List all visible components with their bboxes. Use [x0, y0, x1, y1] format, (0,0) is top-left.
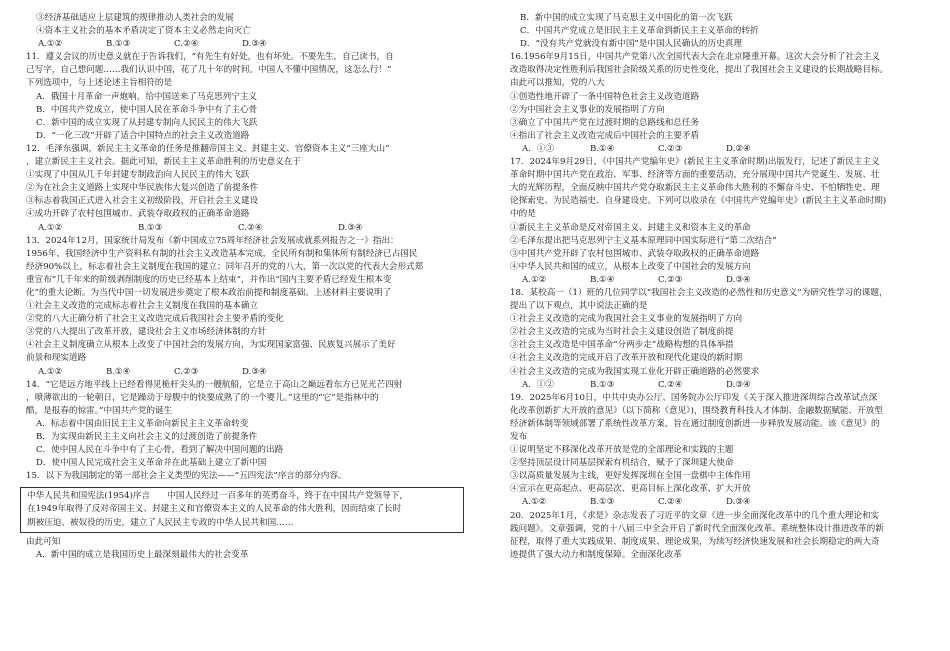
q15-source-box [20, 487, 464, 532]
q19-option-c[interactable]: C.②④ [658, 497, 683, 508]
q15-box-line: 在1949年取得了反对帝国主义、封建主义和官僚资本主义的人民革命的伟大胜利，因而结束了长时 [27, 504, 402, 515]
q17-item-4: ④中华人民共和国的成立，从根本上改变了中国社会的发展方向 [510, 261, 751, 272]
q16-item-3: ③确立了中国共产党在过渡时期的总路线和总任务 [510, 117, 700, 128]
q16-options [510, 143, 930, 156]
q17-option-b[interactable]: B.①④ [590, 274, 615, 285]
q20-stem-line: 征程，取得了重大实践成果、制度成果、理论成果，为续写经济快速发展和社会长期稳定的两大奇 [510, 536, 880, 547]
q19-stem-line: 经济新体制等领域部署了系统性改革方案，旨在通过制度创新进一步释放发展动能。该《意见》的 [510, 418, 880, 429]
q17-stem-line: 17．2024年9月29日，《中国共产党编年史》(新民主主义革命时期)出版发行，记述了新民主主义 [510, 157, 880, 168]
q19-options [510, 496, 930, 509]
q19-option-d[interactable]: D.③④ [726, 497, 751, 508]
q18-item-1: ①社会主义改造的完成为我国社会主义事业的发展指明了方向 [510, 314, 743, 325]
q19-item-2: ②坚持顶层设计同基层探索有机结合，赋予了深圳建大使命 [510, 458, 734, 469]
q12-stem-line: ，建立新民主主义社会。据此可知，新民主主义革命胜利的历史意义在于 [26, 157, 302, 168]
q18-item-4: ④社会主义改造的完成开启了改革开放和现代化建设的新时期 [510, 353, 743, 364]
q13-stem-line: 1956年，我国经济中生产资料私有制的社会主义改造基本完成，全民所有制和集体所有制经济已占国民 [26, 248, 418, 259]
q18-option-d[interactable]: D.③④ [726, 379, 751, 390]
q13-option-d[interactable]: D.③④ [242, 366, 267, 377]
q17-option-c[interactable]: C.②③ [658, 274, 683, 285]
q10-option-a[interactable]: A.①② [38, 39, 63, 50]
q14-choice-d[interactable]: D．使中国人民完成社会主义革命并在此基础上建立了新中国 [36, 458, 267, 469]
q12-option-d[interactable]: D.③④ [338, 222, 363, 233]
q15-choice-c[interactable]: C．中国共产党成立是旧民主主义革命到新民主主义革命的转折 [520, 26, 759, 37]
q13-option-c[interactable]: C.②③ [174, 366, 199, 377]
q14-choice-b[interactable]: B．为实现由新民主主义向社会主义的过渡创造了前提条件 [36, 432, 258, 442]
q17-stem-line: 论探索史、为民造福史、自身建设史。下列可以收录在《中国共产党编年史》(新民主主义革命时期) [510, 196, 887, 207]
q13-stem-line: 重宣布“几千年来的阶级剥削制度的历史已经基本上结束”，并作出“国内主要矛盾已经发生根本变 [26, 274, 392, 285]
q19-item-1: ①说明坚定不移深化改革开放是党的全部理论和实践的主题 [510, 445, 734, 456]
q15-choice-d[interactable]: D．“没有共产党就没有新中国”是中国人民确认的历史真理 [520, 39, 742, 50]
q19-stem-line: 发布 [510, 432, 528, 442]
q17-option-d[interactable]: D.③④ [726, 274, 751, 285]
q19-item-3: ③以高质量发展为主线，更好发挥深圳在全国一盘棋中主体作用 [510, 471, 751, 482]
q17-item-1: ①新民主主义革命是反对帝国主义、封建主义和资本主义的革命 [510, 222, 751, 233]
q10-options [26, 38, 450, 51]
q13-item-4: ④社会主义制度确立从根本上改变了中国社会的发展方向，为实现国家富强、民族复兴展示了美好 [26, 340, 396, 351]
q12-options [26, 222, 450, 235]
q18-options [510, 379, 930, 392]
right-column [510, 12, 930, 562]
q13-item-3: ③党的八大提出了改革开放，建设社会主义市场经济体制的方针 [26, 327, 267, 338]
q13-item-1: ①社会主义改造的完成标志着社会主义制度在我国的基本确立 [26, 301, 259, 312]
q12-option-c[interactable]: C.②④ [238, 222, 263, 233]
q16-stem-line: 16.1956年9月15日，中国共产党第八次全国代表大会在北京隆重开幕。这次大会分析了社会主义 [510, 52, 880, 63]
q20-stem-line: 20．2025年1月，《求是》杂志发表了习近平的文章《进一步全面深化改革中的几个重大理论和实 [510, 510, 880, 521]
left-column [26, 12, 450, 562]
q12-item-1: ①实现了中国从几千年封建专制政治向人民民主的伟大飞跃 [26, 170, 250, 181]
q17-stem-line: 中的是 [510, 209, 536, 220]
q16-option-b[interactable]: B.①④ [590, 143, 615, 154]
q18-item-5: ④社会主义改造的完成为我国实现工业化开辟正确道路的必然要求 [510, 366, 760, 377]
q10-option-d[interactable]: D.③④ [242, 39, 267, 50]
q10-option-b[interactable]: B.①③ [106, 39, 131, 50]
q15-choice-a[interactable]: A．新中国的成立是我国历史上最深刻最伟大的社会变革 [36, 549, 249, 560]
q11-stem-line: 下列选项中，与上述论述主旨相符的是 [26, 78, 173, 89]
q17-option-a[interactable]: A.①② [522, 274, 547, 285]
q13-item-4-cont: 前景和现实道路 [26, 353, 87, 364]
q17-item-2: ②毛泽东提出把马克思列宁主义基本原理同中国实际进行“第二次结合” [510, 235, 777, 246]
q14-choice-c[interactable]: C．使中国人民在斗争中有了主心骨，看到了解决中国问题的出路 [36, 445, 284, 456]
q11-stem-line: 己写字，自己想问题……我们认识中国，花了几十年的时间。中国人不懂中国情况，这怎么行！” [26, 65, 392, 76]
q18-item-3: ③社会主义改造是中国革命“分两步走”战略构想的具体举措 [510, 340, 734, 351]
q18-item-2: ②社会主义改造的完成为当时社会主义建设创造了制度前提 [510, 327, 734, 338]
q13-option-b[interactable]: B.①④ [106, 366, 131, 377]
q14-choice-a[interactable]: A．标志着中国由旧民主主义革命向新民主主义革命转变 [36, 418, 249, 429]
q17-stem-line: 大的光辉历程，全面反映中国共产党夺取新民主主义革命伟大胜利的不懈奋斗史、不怕牺牲史、理 [510, 183, 880, 194]
q10-option-c[interactable]: C.②④ [174, 39, 199, 50]
q18-stem-line: 提出了以下观点，其中说法正确的是 [510, 301, 648, 312]
q13-stem-line: 化”的重大论断。为当代中国一切发展进步奠定了根本政治前提和制度基础。上述材料主要说明了 [26, 287, 392, 298]
q16-option-d[interactable]: D.②④ [726, 143, 751, 154]
q12-option-b[interactable]: B.①③ [138, 222, 163, 233]
q20-stem-line: 迹提供了强大动力和制度保障。全面深化改革 [510, 549, 682, 560]
q15-choice-b[interactable]: B．新中国的成立实现了马克思主义中国化的第一次飞跃 [520, 13, 733, 23]
q18-option-a[interactable]: A．①② [522, 379, 554, 390]
q16-item-1: ①创造性地开辟了一条中国特色社会主义改造道路 [510, 91, 700, 102]
q16-option-c[interactable]: C.②③ [658, 143, 683, 154]
q14-stem-line: 酷，是报春的惊雷。”中国共产党的诞生 [26, 405, 173, 416]
q13-item-2: ②党的八大正确分析了社会主义改造完成后我国社会主要矛盾的变化 [26, 314, 284, 325]
q15-lead: 由此可知 [26, 536, 61, 547]
q11-choice-d[interactable]: D．“一化三改”开辟了适合中国特点的社会主义改造道路 [36, 130, 250, 141]
q13-stem-line: 13．2024年12月，国家统计局发布《新中国成立75周年经济社会发展成就系列报告之一》指出： [26, 235, 399, 246]
q16-stem-line: 由此可以推知，党的八大 [510, 78, 605, 89]
q13-option-a[interactable]: A.①② [38, 366, 63, 377]
q14-stem-line: 14．“它是远方地平线上已经看得见桅杆尖头的一艘航船，它是立于高山之巅远看东方已见光芒四射 [26, 379, 403, 390]
q19-item-4: ④宣示在更高起点、更高层次、更高目标上深化改革、扩大开放 [510, 484, 751, 495]
q12-item-4: ④成功开辟了农村包围城市、武装夺取政权的正确革命道路 [26, 209, 250, 220]
q16-stem-line: 改造取得决定性胜利后我国社会阶级关系的历史性变化，提出了我国社会主义建设的长期战略目标。 [510, 65, 889, 76]
q15-box-line: 期被压迫、被奴役的历史，建立了人民民主专政的中华人民共和国…… [27, 517, 294, 528]
q16-item-4: ④指出了社会主义改造完成后中国社会的主要矛盾 [510, 130, 700, 141]
q18-option-b[interactable]: B.①③ [590, 379, 615, 390]
q20-stem-line: 践问题》。文章强调，党的十八届三中全会开启了新时代全面深化改革、系统整体设计推进改革的新 [510, 523, 884, 534]
q16-item-2: ②为中国社会主义事业的发展指明了方向 [510, 104, 665, 115]
q13-options [26, 366, 450, 379]
q18-stem-line: 18．某校高一（1）班的几位同学以“我国社会主义改造的必然性和历史意义”为研究性学习的课题， [510, 287, 888, 298]
q10-item-3: ③经济基础适应上层建筑的规律推动人类社会的发展 [36, 13, 234, 23]
q17-options [510, 274, 930, 287]
q11-stem-line: 11．遵义会议的历史意义就在于告诉我们，“有先生有好处，也有坏处。不要先生，自己读书，自 [26, 52, 394, 63]
q12-item-2: ②为在社会主义道路上实现中华民族伟大复兴创造了前提条件 [26, 183, 259, 194]
q19-stem-line: 化改革创新扩大开放的意见》（以下简称《意见》)，围绕教育科技人才体制、金融数据赋能、开放型 [510, 405, 883, 416]
q17-item-3: ③中国共产党开辟了农村包围城市、武装夺取政权的正确革命道路 [510, 248, 760, 259]
q15-box-line: 中华人民共和国宪法(1954)序言 中国人民经过一百多年的英勇奋斗，终于在中国共产党领导下， [27, 491, 408, 502]
q12-item-3: ③标志着我国正式进入社会主义初级阶段，开启社会主义建设 [26, 196, 259, 207]
q10-item-4: ④资本主义社会的基本矛盾决定了资本主义必然走向灭亡 [36, 26, 251, 37]
q13-stem-line: 经济90%以上，标志着社会主义制度在我国的建立；同年召开的党的八大，第一次以党的代表大会形式郑 [26, 261, 424, 272]
q11-choice-c[interactable]: C．新中国的成立实现了从封建专制向人民民主的伟大飞跃 [36, 117, 258, 128]
q16-option-a[interactable]: A．①③ [522, 143, 554, 154]
q19-option-b[interactable]: B.①③ [590, 497, 615, 508]
q14-stem-line: ，喷薄欲出的一轮朝日，它是躁动于母腹中的快要成熟了的一个婴儿。”这里的“它”是指林中的 [26, 392, 379, 403]
q15-stem: 15．以下为我国制定的第一部社会主义类型的宪法——“五四宪法”序言的部分内容。 [26, 471, 347, 482]
q19-stem-line: 19．2025年6月10日，中共中央办公厅、国务院办公厅印发《关于深入推进深圳综合改革试点深 [510, 392, 878, 403]
q18-option-c[interactable]: C.②④ [658, 379, 683, 390]
q17-stem-line: 革命时期中国共产党在政治、军事、经济等方面的重要活动，充分展现中国共产党诞生、发展、壮 [510, 170, 880, 181]
q11-choice-a[interactable]: A．俄国十月革命一声炮响，给中国送来了马克思列宁主义 [36, 91, 258, 102]
q19-option-a[interactable]: A.①② [522, 497, 547, 508]
q12-option-a[interactable]: A.①② [38, 222, 63, 233]
q11-choice-b[interactable]: B．中国共产党成立，使中国人民在革命斗争中有了主心骨 [36, 104, 258, 115]
q12-stem-line: 12．毛泽东强调，新民主主义革命的任务是推翻帝国主义、封建主义、官僚资本主义“三座大山” [26, 143, 390, 154]
